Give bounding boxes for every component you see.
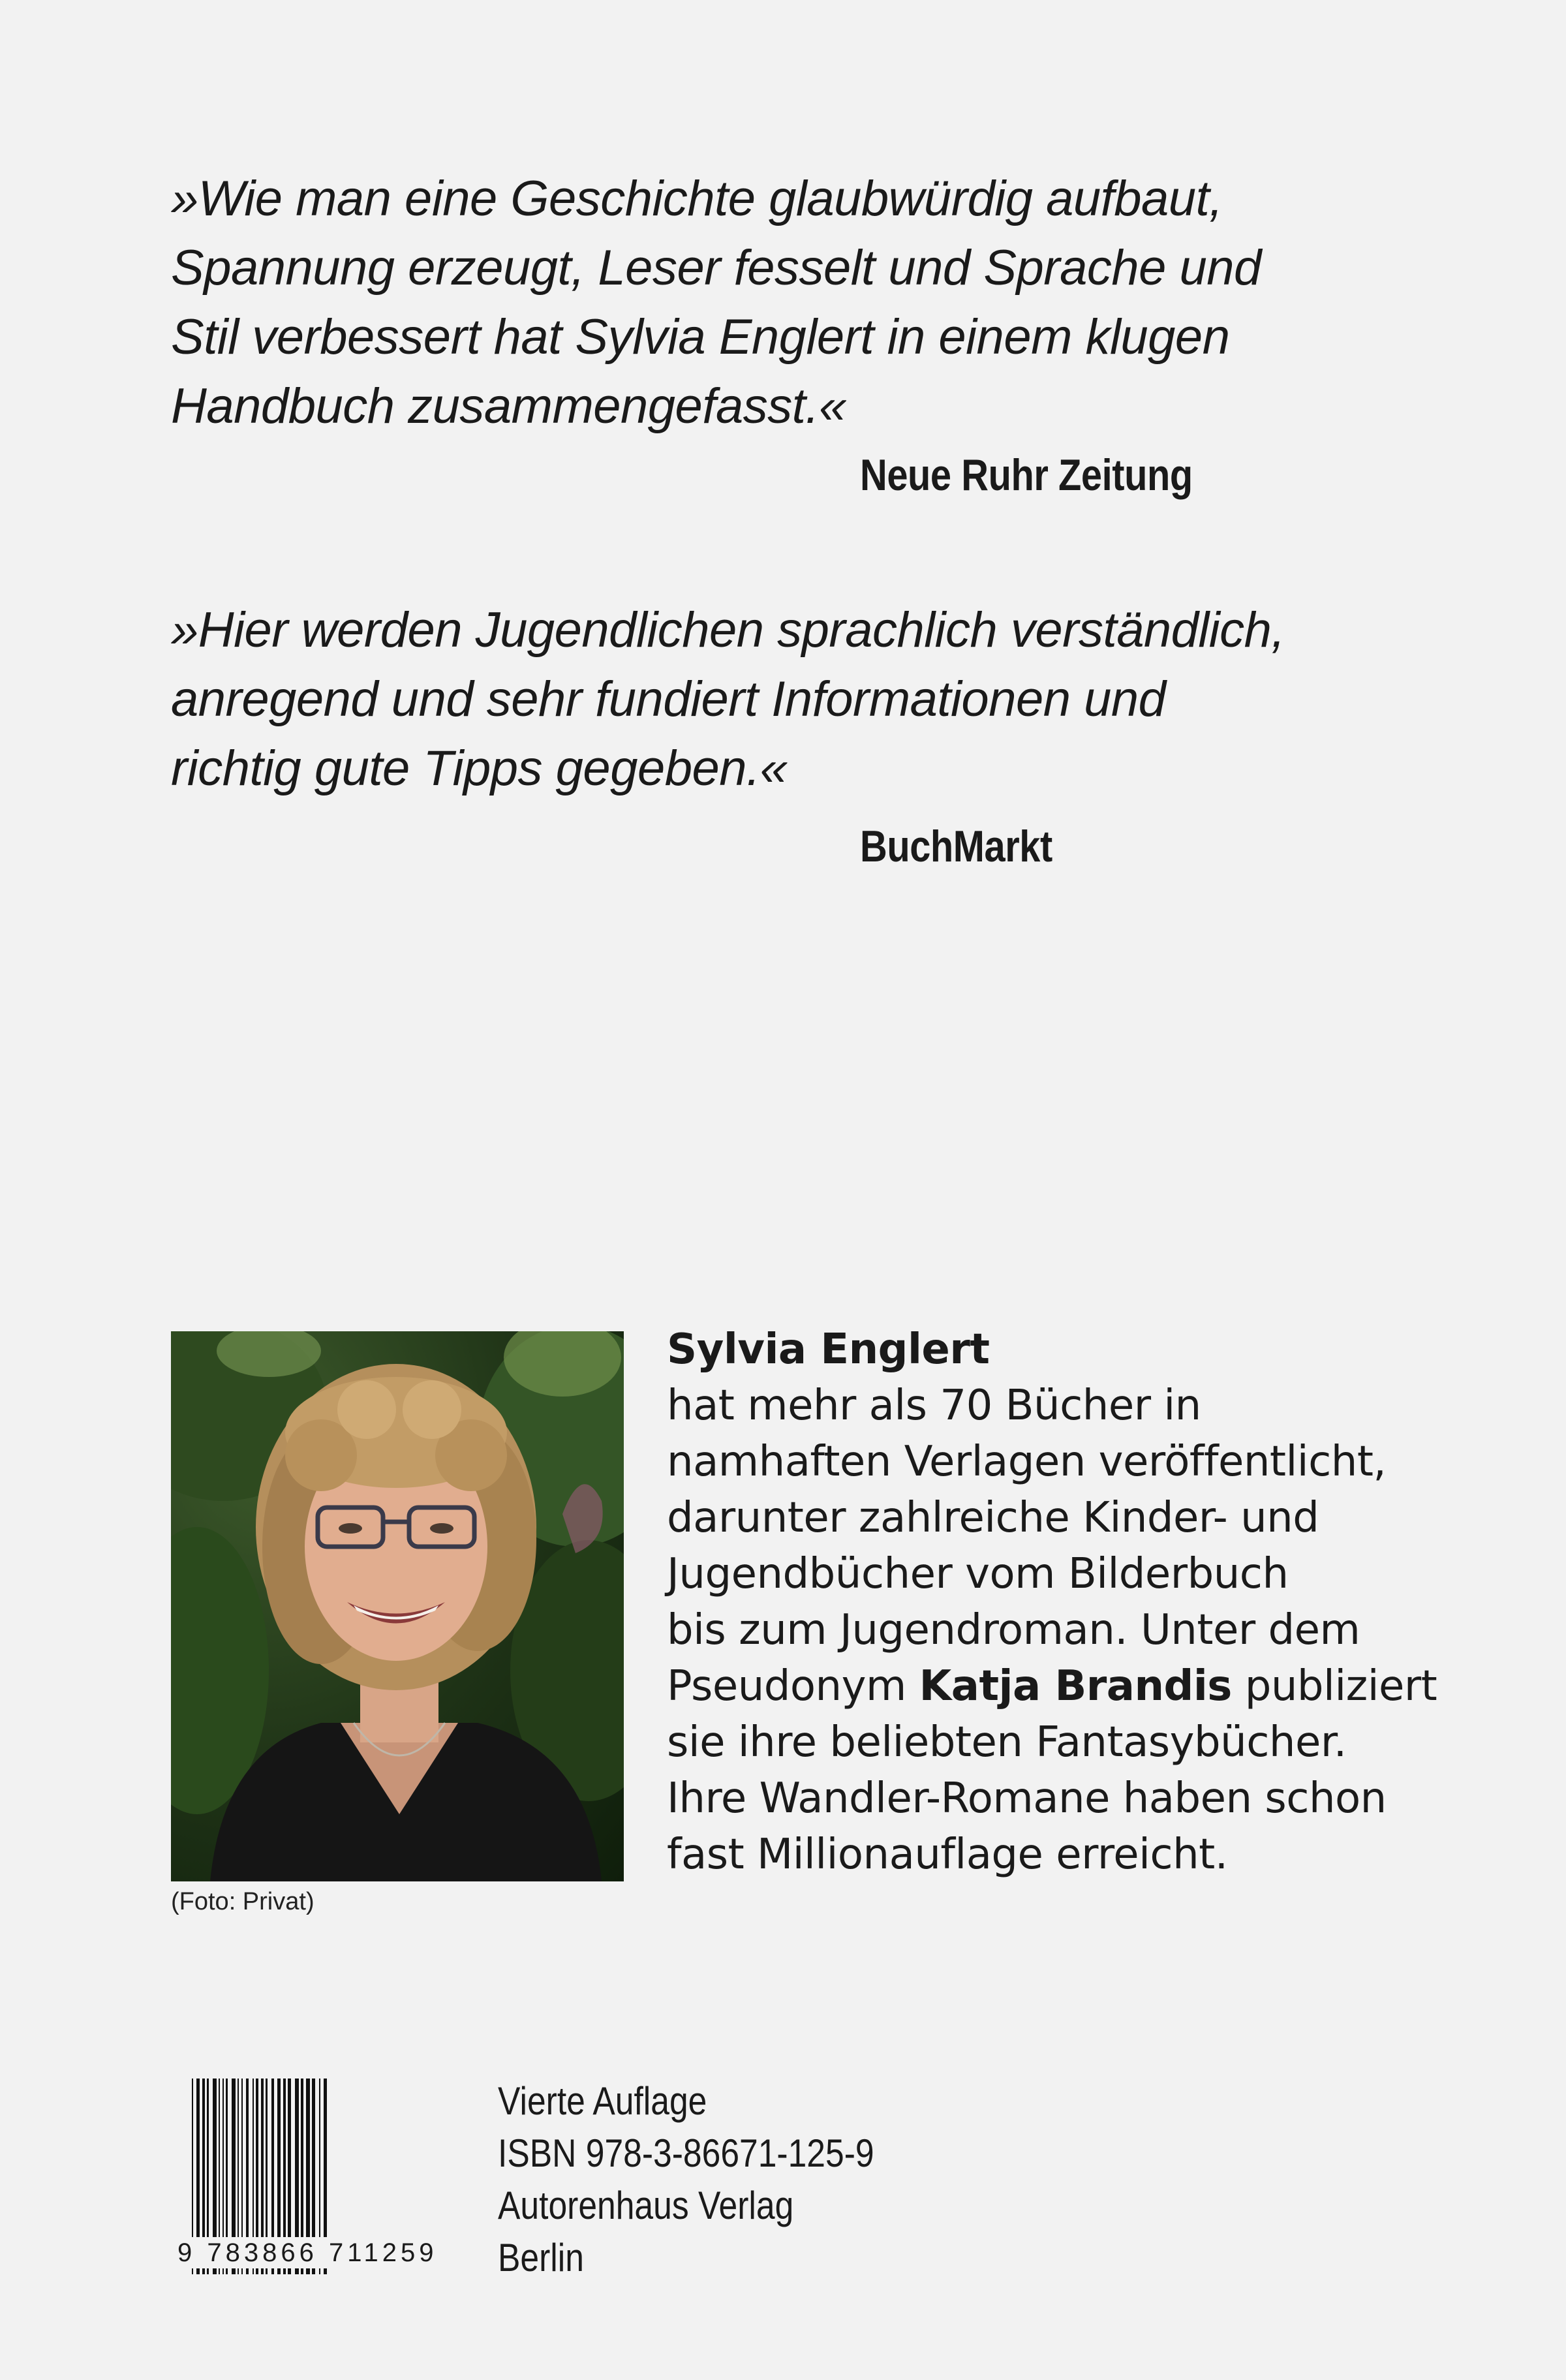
- publisher-text: Autorenhaus Verlag: [498, 2184, 794, 2227]
- review-quote-2: [171, 596, 1476, 803]
- author-portrait-illustration: [171, 1331, 624, 1881]
- photo-caption: (Foto: Privat): [171, 1888, 315, 1915]
- bio-line: darunter zahlreiche Kinder- und: [667, 1494, 1319, 1542]
- author-name: Sylvia Englert: [667, 1325, 990, 1374]
- bio-line: Ihre Wandler-Romane haben schon: [667, 1774, 1387, 1823]
- pseudonym-name: Katja Brandis: [919, 1662, 1232, 1710]
- quote-line: »Wie man eine Geschichte glaubwürdig aufbaut,: [171, 171, 1223, 226]
- bio-line: Jugendbücher vom Bilderbuch: [667, 1550, 1289, 1598]
- bio-line: sie ihre beliebten Fantasybücher.: [667, 1718, 1347, 1767]
- pseudonym-prefix: Pseudonym: [667, 1662, 919, 1710]
- quote-line: »Hier werden Jugendlichen sprachlich verständlich,: [171, 602, 1285, 658]
- quote-line: Handbuch zusammengefasst.«: [171, 379, 846, 434]
- quote-line: Stil verbessert hat Sylvia Englert in einem klugen: [171, 309, 1230, 365]
- bio-line: namhaften Verlagen veröffentlicht,: [667, 1438, 1387, 1486]
- barcode-digits: 9 783866 711259: [175, 2237, 440, 2268]
- review-quote-1: [171, 164, 1476, 441]
- isbn-text: ISBN 978-3-86671-125-9: [498, 2131, 874, 2175]
- bio-line: hat mehr als 70 Bücher in: [667, 1382, 1201, 1430]
- quote-line: anregend und sehr fundiert Informationen und: [171, 672, 1166, 727]
- bio-line: fast Millionauflage erreicht.: [667, 1831, 1228, 1879]
- pseudonym-suffix: publiziert: [1231, 1662, 1437, 1710]
- city-text: Berlin: [498, 2236, 584, 2280]
- review-source-1: Neue Ruhr Zeitung: [860, 450, 1193, 500]
- quote-line: Spannung erzeugt, Leser fesselt und Sprache und: [171, 240, 1261, 296]
- author-photo: [171, 1331, 624, 1881]
- imprint: [498, 2075, 874, 2284]
- quote-line: richtig gute Tipps gegeben.«: [171, 741, 788, 796]
- bio-line: bis zum Jugendroman. Unter dem: [667, 1606, 1360, 1654]
- review-source-2: BuchMarkt: [860, 822, 1052, 871]
- bio-line-pseudonym: [667, 1658, 1450, 1714]
- edition-text: Vierte Auflage: [498, 2079, 707, 2123]
- author-bio: [667, 1321, 1450, 1883]
